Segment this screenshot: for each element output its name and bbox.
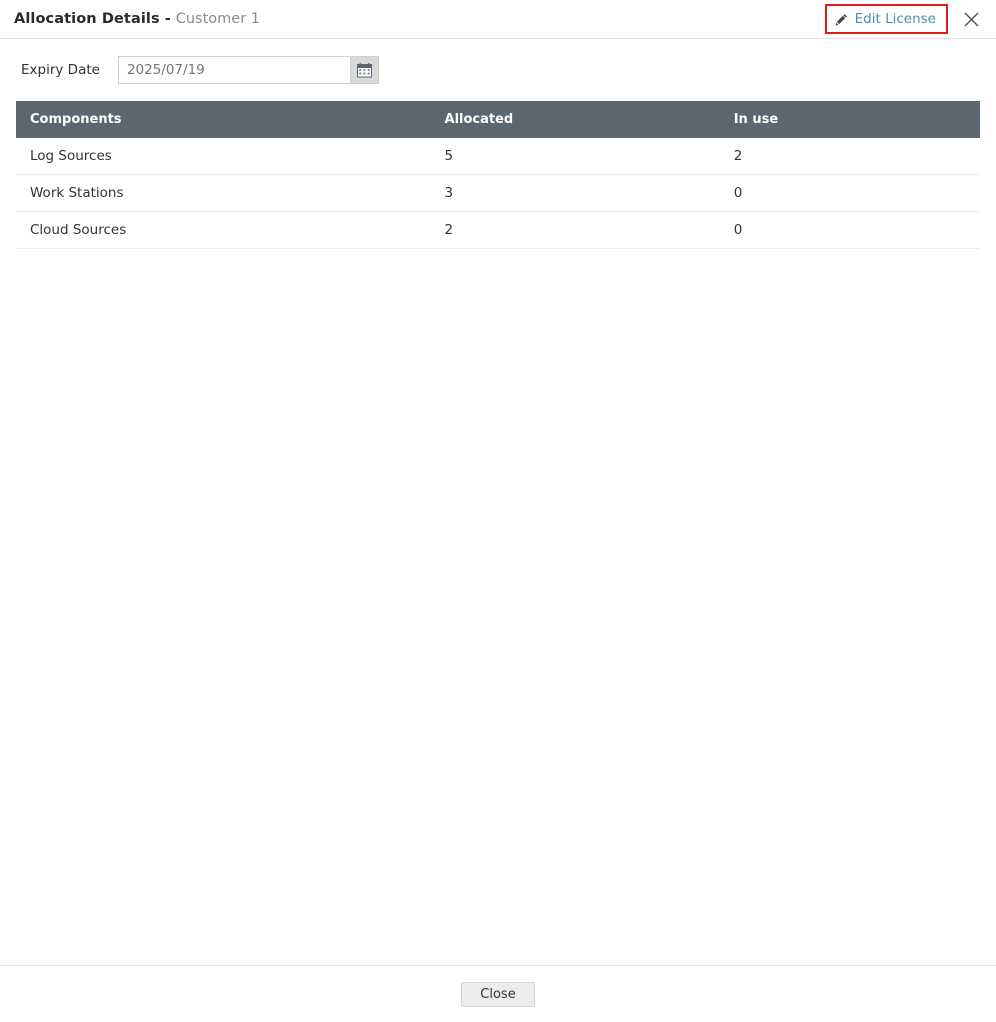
- calendar-icon[interactable]: [350, 57, 378, 83]
- dialog-header: [0, 0, 996, 39]
- cell-allocated: 2: [431, 212, 720, 249]
- page-title: [14, 11, 825, 27]
- cell-in-use: 0: [720, 212, 980, 249]
- cell-in-use: 0: [720, 175, 980, 212]
- column-header-allocated[interactable]: Allocated: [431, 101, 720, 138]
- allocation-table: [16, 101, 980, 249]
- column-header-in-use[interactable]: In use: [720, 101, 980, 138]
- cell-in-use: 2: [720, 138, 980, 175]
- dialog-body: [0, 39, 996, 965]
- expiry-date-label: Expiry Date: [21, 62, 100, 78]
- cell-component: Cloud Sources: [16, 212, 431, 249]
- title-separator: -: [164, 11, 171, 27]
- table-header-row: [16, 101, 980, 138]
- table-row[interactable]: [16, 138, 980, 175]
- table-row[interactable]: [16, 212, 980, 249]
- close-icon[interactable]: [958, 6, 984, 32]
- cell-component: Work Stations: [16, 175, 431, 212]
- close-button[interactable]: Close: [461, 982, 535, 1007]
- dialog-footer: [0, 965, 996, 1022]
- expiry-date-input[interactable]: [119, 57, 350, 83]
- cell-allocated: 3: [431, 175, 720, 212]
- title-main: Allocation Details: [14, 11, 160, 27]
- expiry-date-field[interactable]: [118, 56, 379, 84]
- edit-license-label: Edit License: [854, 11, 936, 27]
- column-header-components[interactable]: Components: [16, 101, 431, 138]
- expiry-date-row: [16, 39, 980, 101]
- edit-license-button[interactable]: [825, 4, 948, 34]
- table-row[interactable]: [16, 175, 980, 212]
- cell-allocated: 5: [431, 138, 720, 175]
- cell-component: Log Sources: [16, 138, 431, 175]
- pencil-icon: [835, 13, 848, 26]
- title-customer-name: Customer 1: [175, 11, 261, 27]
